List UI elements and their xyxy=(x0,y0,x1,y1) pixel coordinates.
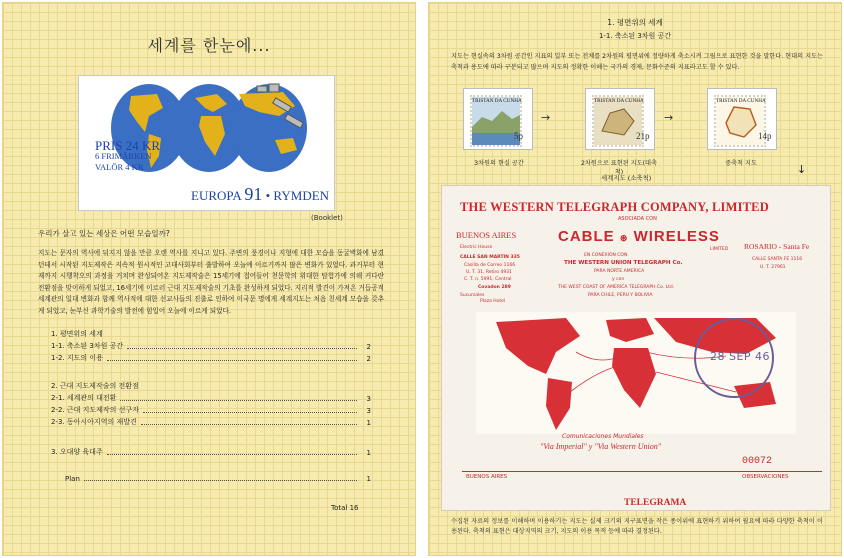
toc-row xyxy=(51,405,371,415)
section-subtitle: 1-1. 축소된 3차원 공간 xyxy=(598,32,672,40)
telegram-ct: C. T. n. 5991, Central xyxy=(464,277,512,282)
toc-leader xyxy=(107,454,357,455)
stamp-value: 21p xyxy=(636,131,650,141)
postmark-date: 28 SEP 46 xyxy=(710,350,771,363)
telegram-number: 00072 xyxy=(742,456,773,467)
booklet-price: PRIS 24 KR xyxy=(95,138,161,153)
stamp-caption: 3차원의 현실 공간 xyxy=(474,160,524,167)
booklet-line2: 6 FRIMÄRKEN xyxy=(95,151,152,161)
telegram-ut: U. T. 31, Retiro 4931 xyxy=(466,270,512,275)
toc-leader xyxy=(127,348,357,349)
telegram-buenos2: BUENOS AIRES xyxy=(466,474,508,480)
toc-page: 3 xyxy=(366,407,371,415)
telegram-para-norte: PARA NORTE AMERICA xyxy=(594,269,645,274)
cable-word: CABLE xyxy=(558,228,615,245)
toc-leader xyxy=(107,360,357,361)
telegram-west-coast: THE WEST COAST OF AMERICA TELEGRAPH Co. Ltd. xyxy=(558,285,675,290)
telegram-buenos-aires: BUENOS AIRES xyxy=(456,230,517,240)
toc-row xyxy=(51,353,371,363)
down-arrow-icon: ↓ xyxy=(797,163,807,176)
right-album-page xyxy=(428,2,842,556)
toc-row xyxy=(65,475,371,483)
telegram-company-title: THE WESTERN TELEGRAPH COMPANY, LIMITED xyxy=(460,200,769,214)
world-map-caption: 세계지도 (소축척) xyxy=(601,174,652,182)
toc-section: 2. 근대 지도제작술의 전환점 xyxy=(51,382,139,390)
telegram-covadon: Covadon 289 xyxy=(478,285,511,290)
total-pages: Total 16 xyxy=(331,504,359,512)
toc-page: 2 xyxy=(366,355,371,363)
telegram-western-union: THE WESTERN UNION TELEGRAPH Co. xyxy=(564,260,683,266)
toc-label: 3. 오대양 육대주 xyxy=(51,448,103,456)
toc-leader xyxy=(141,424,357,425)
booklet-caption: (Booklet) xyxy=(311,214,343,222)
telegram-calle: CALLE SAN MARTIN 335 xyxy=(460,255,520,260)
toc-label: 2-1. 세계관의 대전환 xyxy=(51,394,117,402)
telegram-asociada: ASOCIADA CON xyxy=(618,216,657,222)
page-heading: 세계를 한눈에... xyxy=(147,36,271,55)
postmark-stamp xyxy=(694,318,774,398)
cw-logo-icon: ⊛ xyxy=(619,233,629,243)
telegram-y-con: y con xyxy=(612,277,625,282)
telegram-cable-wireless xyxy=(558,228,720,245)
question-text: 우리가 살고 있는 세상은 어떤 모습일까? xyxy=(38,229,170,238)
toc-page: 1 xyxy=(366,475,371,483)
toc-page: 3 xyxy=(366,395,371,403)
toc-page: 2 xyxy=(366,343,371,351)
toc-page: 1 xyxy=(366,419,371,427)
toc-section: 1. 평면위의 세계 xyxy=(51,330,103,338)
section-intro: 지도는 현실속의 3차원 공간인 지표의 일부 또는 전체를 2차원의 평면위에 정량하게 축소시켜 그림으로 표현한 것을 말한다. 현대의 지도는 축척과 용도에 따라 구분되고 많으며 지도의 정확한 이해는 국가의 경제, 문화수준의 지표라고도 할 수 있다. xyxy=(451,53,824,71)
booklet-dot: • xyxy=(265,188,271,203)
toc-leader xyxy=(143,412,357,413)
stamp-name: TRISTAN DA CUNHA xyxy=(594,98,644,104)
telegram-footer-title: TELEGRAMA xyxy=(624,498,687,508)
stamp-caption: 중축척 지도 xyxy=(725,160,757,167)
toc-label: 2-3. 동아시아지역의 재발견 xyxy=(51,418,137,426)
toc-row xyxy=(51,393,371,403)
old-map-illustration xyxy=(594,97,642,145)
telegram-document xyxy=(441,185,831,511)
telegram-en-conexion: EN CONEXION CON xyxy=(584,253,628,258)
toc-label: 2-2. 근대 지도제작의 선구자 xyxy=(51,406,139,414)
toc-label: 1-1. 축소된 3차원 공간 xyxy=(51,342,124,350)
telegram-form-row xyxy=(462,471,822,480)
toc-row xyxy=(51,417,371,427)
intro-paragraph: 지도는 문자의 역사에 뒤지지 않을 만큼 오랜 역사를 지니고 있다. 주변의 풍경이나 지형에 대한 모습을 동굴벽화에 남겼던데서 시작된 지도제작은 지속적 원시적인 고대사회부터 출발하여 오늘에 이르기까지 많은 변화가 있었다. 과거부터 현재까지 시행착오의 과정을 거치며 완성되어온 지도제작술은 15세기에 접어들어 천문학의 위대한 탐험가에 의해 커다란 전환점을 맞이하게 되었고, 16세기에 이르러 근대 지도제작술의 기초를 완성하게 되었다. 지리적 발견이 가져온 거듭공적 세계관의 일대 변화과 함께 역사적에 대한 선교사들의 진출로 인하여 이국문 명에게 세계지도는 처음 친세계 모습을 갖추게 되었고, 눈부신 과학기술의 발전에 힘입어 오늘에 이르게 되었다. xyxy=(38,249,384,315)
toc-row xyxy=(51,341,371,351)
island-map-illustration xyxy=(716,97,764,145)
toc-label: Plan xyxy=(65,475,80,483)
telegram-rosario-addr: CALLE SANTA FE 1116 xyxy=(752,257,803,262)
arrow-icon: → xyxy=(541,111,551,124)
left-album-page xyxy=(2,2,416,556)
stamp-card xyxy=(463,88,533,150)
booklet-title xyxy=(191,184,329,205)
toc-page: 1 xyxy=(366,449,371,457)
telegram-via: "Via Imperial" y "Via Western Union" xyxy=(540,442,662,451)
telegram-sucursales: Sucursales xyxy=(460,293,485,298)
europa-booklet-stamp xyxy=(78,75,335,211)
toc-leader xyxy=(84,480,357,481)
stamp-card xyxy=(707,88,777,150)
telegram-observaciones: OBSERVACIONES xyxy=(742,474,789,480)
toc-leader xyxy=(120,400,357,401)
telegram-comunicaciones: Comunicaciones Mundiales xyxy=(562,433,644,440)
footnote-text: 수집된 자료의 정보를 이해하며 이용하기는 지도는 실제 크기의 지구표면을 작은 종이위에 표현하기 위하여 필요에 따라 다양한 축척이 이용된다. 축척의 표현은 대상지역의 크기, 지도의 이용 목적 등에 따라 결정된다. xyxy=(451,518,823,535)
telegram-limited: LIMITED xyxy=(710,247,729,252)
telegram-electric: Electric House xyxy=(460,245,493,250)
booklet-series: EUROPA xyxy=(191,188,242,203)
telegram-casilla: Casilla de Correo 1166 xyxy=(464,263,516,268)
booklet-price-block xyxy=(95,140,160,173)
toc-row xyxy=(51,447,371,457)
toc-label: 1-2. 지도의 이용 xyxy=(51,354,103,362)
telegram-para-chile: PARA CHILE, PERU Y BOLIVIA xyxy=(588,293,653,298)
booklet-year: 91 xyxy=(244,184,263,204)
stamp-card xyxy=(585,88,655,150)
telegram-rosario-tel: U. T. 27961 xyxy=(760,265,786,270)
stamp-name: TRISTAN DA CUNHA xyxy=(716,98,766,104)
stamp-caption: 2차원으로 표현된 지도(대축척) xyxy=(580,160,658,176)
stamp-name: TRISTAN DA CUNHA xyxy=(472,98,522,104)
booklet-theme: RYMDEN xyxy=(273,188,330,203)
telegram-plaza: Plaza Hotel xyxy=(480,299,506,304)
stamp-value: 5p xyxy=(514,131,523,141)
section-title: 1. 평면위의 세계 xyxy=(607,18,663,27)
booklet-line3: VALÖR 4 KR xyxy=(95,162,144,172)
arrow-icon: → xyxy=(664,111,674,124)
stamp-value: 14p xyxy=(758,131,772,141)
telegram-rosario: ROSARIO - Santa Fe xyxy=(744,242,810,251)
landscape-illustration xyxy=(472,97,520,145)
wireless-word: WIRELESS xyxy=(633,228,720,245)
